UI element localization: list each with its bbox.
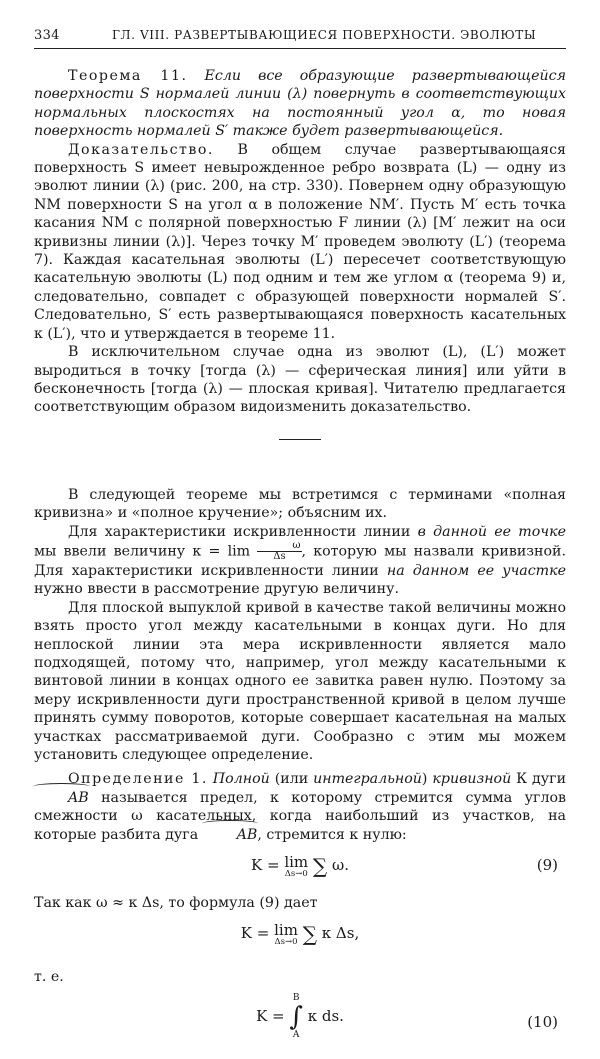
p2-text-a: Для характеристики искривленности линии	[68, 523, 411, 540]
frac-den: Δs	[273, 550, 286, 562]
formula-mid-lhs: K =	[240, 924, 275, 943]
formula-9-lim: lim	[284, 853, 309, 872]
arc-ab-2: AB	[203, 826, 258, 844]
formula-9-rhs: ω.	[331, 856, 349, 875]
kappa-lim: κ = lim	[192, 543, 251, 560]
p2-text-d: , которую мы назвали кривизной. Для характеристики искривленности линии	[34, 543, 566, 579]
p2-text-c: мы ввели величину	[34, 543, 186, 560]
p2-text-f: нужно ввести в рассмотрение другую величину.	[34, 581, 399, 598]
definition-paren-close: )	[421, 771, 428, 788]
definition-text-end: , стремится к нулю:	[257, 826, 407, 843]
formula-mid-rhs: κ Δs,	[321, 924, 360, 943]
omega-over-ds	[257, 541, 301, 562]
header-rule	[34, 48, 566, 49]
formula-9-under: Δs→0	[284, 869, 308, 880]
formula-mid	[34, 918, 566, 962]
definition-paren-open: (или	[274, 771, 309, 788]
running-header	[34, 26, 566, 46]
page	[34, 26, 566, 1059]
definition-lead: К дуги	[516, 771, 567, 788]
lower-limit: A	[292, 1029, 300, 1040]
since-text: Так как ω ≈ κ Δs, то формула (9) дает	[34, 895, 318, 912]
ie-text: т. е.	[34, 969, 64, 986]
integral-sign: ∫	[289, 1001, 303, 1032]
upper-limit: B	[292, 992, 300, 1003]
proof-exception: В исключительном случае одна из эволют (L), (L′) может выродиться в точку [тогда (λ) — сферическая линия] или уйти в бесконечность [тогда (λ) — плоская кривая]. Читателю предлагается соответствующим образом видоизменить доказательство.	[34, 344, 566, 416]
sum-sign: ∑	[312, 854, 328, 879]
definition-term-full: Полной	[212, 771, 270, 788]
arc-ab: AB	[34, 789, 89, 807]
integral	[289, 993, 303, 1041]
theorem-11	[34, 67, 566, 141]
formula-10	[34, 993, 566, 1053]
formula-9	[34, 850, 566, 888]
definition-term-integral: интегральной	[313, 771, 422, 788]
formula-9-lhs: K =	[251, 856, 285, 875]
p2-emph-segment: на данном ее участке	[386, 562, 566, 579]
formula-mid-under: Δs→0	[274, 937, 298, 948]
running-title: ГЛ. VIII. РАЗВЕРТЫВАЮЩИЕСЯ ПОВЕРХНОСТИ. ЭВОЛЮТЫ	[112, 28, 537, 42]
proof	[34, 141, 566, 343]
theorem-label: Теорема 11.	[68, 68, 188, 84]
page-number: 334	[34, 28, 60, 43]
plane-curve-paragraph: Для плоской выпуклой кривой в качестве такой величины можно взять просто угол между касательными в концах дуги. Но для неплоской линии эта мера искривленности является мало подходящей, потому что, например, угол между касательными к винтовой линии в концах одного ее завитка равен нулю. Поэтому за меру искривленности дуги пространственной кривой в целом лучше принять сумму поворотов, которые совершает касательная на малых участках рассматриваемой дуги. Сообразно с этим мы можем установить следующее определение.	[34, 599, 566, 763]
formula-mid-lim: lim	[274, 921, 298, 940]
section-separator	[279, 439, 321, 440]
sum-sign-2: ∑	[302, 922, 317, 947]
proof-text: В общем случае развертывающаяся поверхность S имеет невырожденное ребро возврата (L) — одну из эволют линии (λ) (рис. 200, на стр. 330). Повернем одну образующую NM поверхности S на угол α в положение NM′. Пусть M′ есть точка касания NM с полярной поверхностью F линии (λ) [M′ лежит на оси кривизны линии (λ)]. Через точку M′ проведем эволюту (L′) (теорема 7). Каждая касательная эволюты (L′) пересечет соответствующую касательную эволюты (L) под одним и тем же углом α (теорема 9) и, следовательно, совпадет с образующей поверхности нормалей S′. Следовательно, S′ есть развертывающаяся поверхность касательных к (L′), что и утверждается в теореме 11.	[34, 141, 566, 342]
definition-label: Определение 1.	[68, 771, 208, 788]
frac-num: ω	[257, 541, 301, 552]
theorem-statement: Если все образующие развертывающейся поверхности S нормалей линии (λ) повернуть в соответствующих нормальных плоскостях на постоянный угол α, то новая поверхность нормалей S′ также будет развертывающейся.	[34, 68, 566, 140]
formula-10-lhs: K =	[256, 1006, 290, 1025]
formula-10-number: (10)	[527, 1012, 558, 1031]
section-intro: В следующей теореме мы встретимся с терминами «полная кривизна» и «полное кручение»; объясним их.	[34, 486, 566, 522]
proof-label: Доказательство.	[68, 141, 214, 158]
formula-10-rhs: κ ds.	[307, 1006, 344, 1025]
definition-text: называется предел, к которому стремится сумма углов смежности ω касательных, когда наибольший из участков, на которые разбита дуга	[34, 789, 566, 843]
curvature-paragraph	[34, 523, 566, 599]
formula-9-number: (9)	[536, 856, 558, 875]
definition-term-curvature: кривизной	[432, 771, 512, 788]
definition-1	[34, 770, 566, 844]
p2-emph-point: в данной ее точке	[417, 523, 566, 540]
